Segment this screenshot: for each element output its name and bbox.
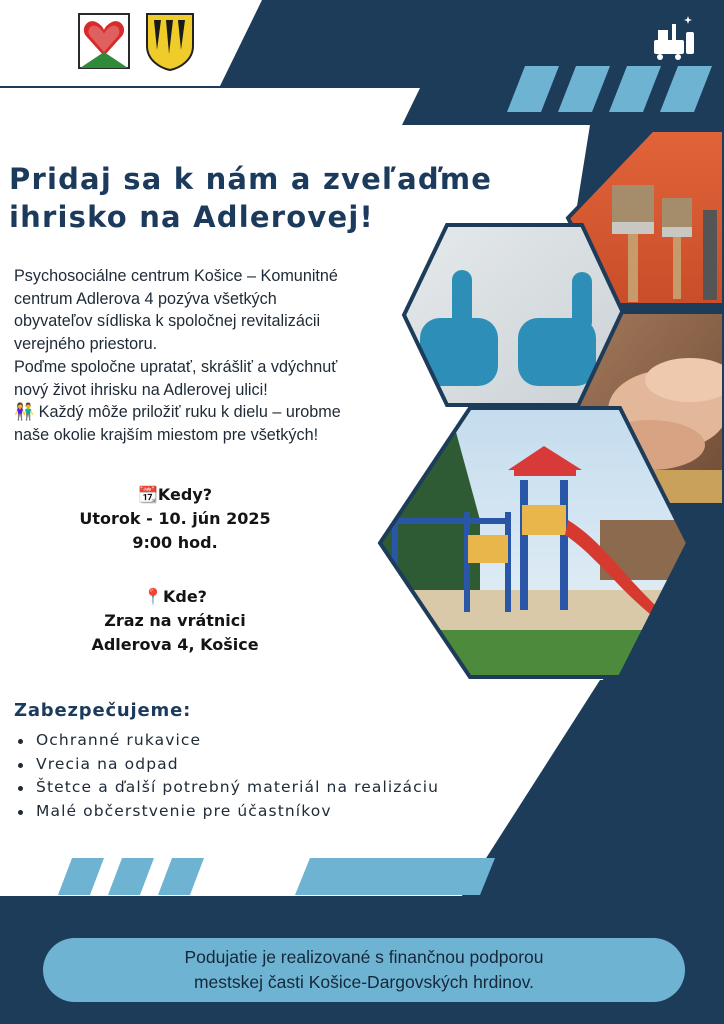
intro-line: nový život ihrisku na Adlerovej ulici!	[14, 380, 268, 399]
intro-line: Psychosociálne centrum Košice – Komunitné	[14, 267, 338, 285]
heart-logo	[78, 10, 130, 72]
when-block	[60, 483, 290, 555]
event-address: Adlerova 4, Košice	[91, 635, 259, 654]
intro-line: centrum Adlerova 4 pozýva všetkých	[14, 289, 277, 308]
intro-line: Poďme spoločne upratať, skrášliť a vdýchnuť	[14, 357, 338, 376]
intro-line: verejného priestoru.	[14, 335, 158, 354]
funding-note-line-2: mestskej časti Košice-Dargovských hrdinov.	[193, 972, 535, 992]
event-time: 9:00 hod.	[132, 533, 218, 552]
crescent-logo	[12, 10, 64, 72]
intro-line: 👫 Každý môže priložiť ruku k dielu – urobme	[14, 403, 341, 422]
intro-line: obyvateľov sídliska k spoločnej revitalizácii	[14, 312, 321, 331]
funding-note	[43, 938, 685, 1002]
supplies-heading: Zabezpečujeme:	[14, 700, 192, 721]
event-date: Utorok - 10. jún 2025	[79, 509, 271, 528]
list-item: Ochranné rukavice	[14, 729, 439, 753]
supplies-list	[14, 729, 439, 823]
page-title	[9, 160, 579, 236]
coat-of-arms-logo	[144, 10, 196, 72]
intro-line: naše okolie krajším miestom pre všetkých!	[14, 425, 319, 444]
list-item: Štetce a ďalší potrebný materiál na realizáciu	[14, 776, 439, 800]
funding-note-line-1: Podujatie je realizované s finančnou podporou	[184, 947, 544, 967]
meeting-place: Zraz na vrátnici	[104, 611, 246, 630]
where-heading: 📍Kde?	[143, 587, 207, 606]
list-item: Malé občerstvenie pre účastníkov	[14, 800, 439, 824]
cleaning-cart-icon	[648, 12, 698, 62]
intro-paragraph	[14, 265, 414, 447]
when-heading: 📆Kedy?	[137, 485, 213, 504]
list-item: Vrecia na odpad	[14, 753, 439, 777]
title-line-2: ihrisko na Adlerovej!	[9, 200, 374, 234]
where-block	[60, 585, 290, 657]
title-line-1: Pridaj sa k nám a zveľaďme	[9, 162, 493, 196]
